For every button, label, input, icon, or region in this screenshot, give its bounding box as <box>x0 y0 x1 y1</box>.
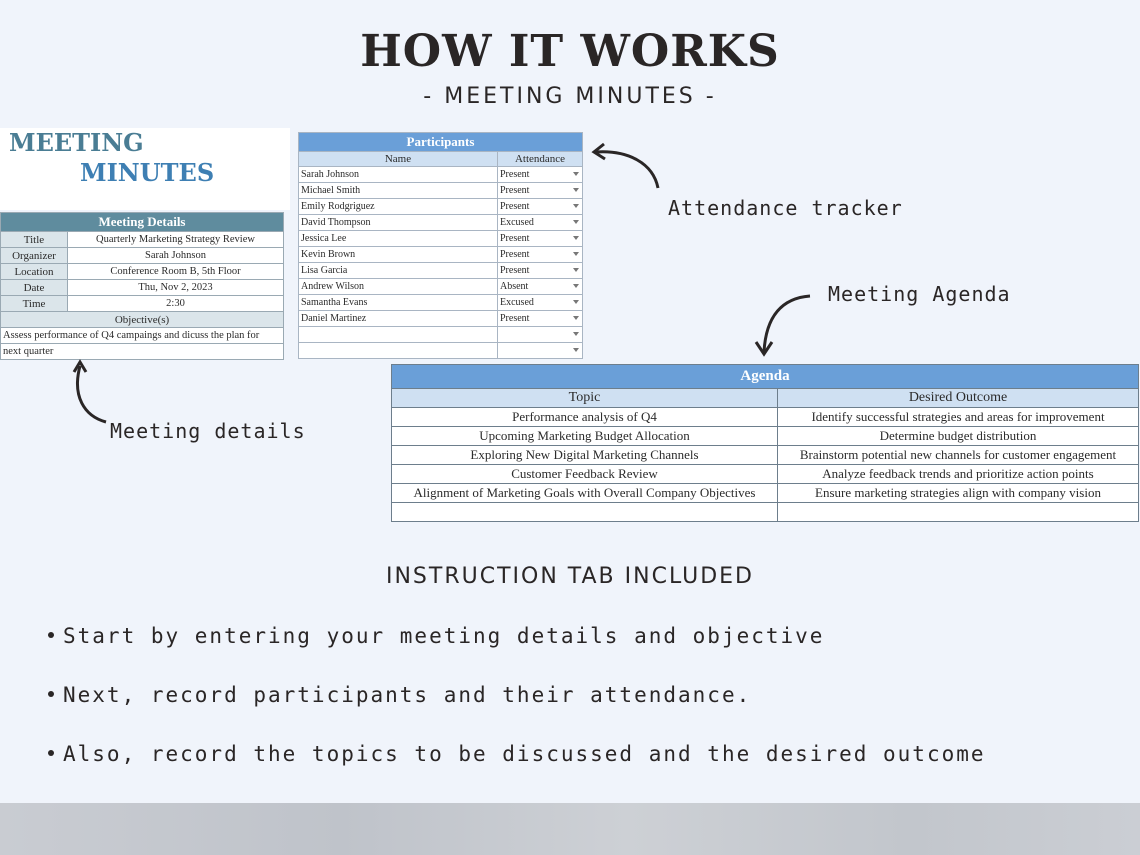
attendance-callout: Attendance tracker <box>668 196 903 220</box>
agenda-topic[interactable]: Customer Feedback Review <box>392 465 778 484</box>
agenda-outcome[interactable]: Determine budget distribution <box>778 427 1139 446</box>
agenda-outcome[interactable]: Ensure marketing strategies align with company vision <box>778 484 1139 503</box>
objective-header: Objective(s) <box>1 312 284 328</box>
instruction-bullet <box>48 742 986 766</box>
participant-row <box>299 327 583 343</box>
dropdown-arrow-icon[interactable] <box>573 300 579 304</box>
bullet-dot-icon <box>48 691 54 697</box>
details-callout: Meeting details <box>110 419 306 443</box>
agenda-row <box>392 484 1139 503</box>
detail-value-title[interactable]: Quarterly Marketing Strategy Review <box>68 232 284 248</box>
participant-name[interactable]: Sarah Johnson <box>299 167 498 183</box>
dropdown-arrow-icon[interactable] <box>573 220 579 224</box>
agenda-outcome[interactable]: Identify successful strategies and areas for improvement <box>778 408 1139 427</box>
agenda-row <box>392 427 1139 446</box>
detail-value-date[interactable]: Thu, Nov 2, 2023 <box>68 280 284 296</box>
participant-row <box>299 215 583 231</box>
agenda-header: Agenda <box>392 365 1139 389</box>
attendance-select[interactable] <box>498 327 583 343</box>
instruction-bullet <box>48 683 751 707</box>
participant-name[interactable]: David Thompson <box>299 215 498 231</box>
attendance-value: Present <box>500 249 530 260</box>
detail-value-time[interactable]: 2:30 <box>68 296 284 312</box>
attendance-select[interactable] <box>498 167 583 183</box>
detail-value-location[interactable]: Conference Room B, 5th Floor <box>68 264 284 280</box>
detail-label: Title <box>1 232 68 248</box>
detail-label: Organizer <box>1 248 68 264</box>
instruction-bullet <box>48 624 824 648</box>
attendance-value: Excused <box>500 217 534 228</box>
attendance-value: Present <box>500 233 530 244</box>
participant-row <box>299 279 583 295</box>
participants-col-name: Name <box>299 152 498 167</box>
dropdown-arrow-icon[interactable] <box>573 332 579 336</box>
attendance-value: Present <box>500 169 530 180</box>
detail-label: Date <box>1 280 68 296</box>
participant-name[interactable]: Samantha Evans <box>299 295 498 311</box>
attendance-select[interactable] <box>498 279 583 295</box>
instruction-text: Also, record the topics to be discussed and the desired outcome <box>63 742 986 766</box>
participant-row <box>299 167 583 183</box>
participant-row <box>299 295 583 311</box>
attendance-value: Excused <box>500 297 534 308</box>
participant-name[interactable] <box>299 327 498 343</box>
dropdown-arrow-icon[interactable] <box>573 284 579 288</box>
attendance-value: Present <box>500 201 530 212</box>
dropdown-arrow-icon[interactable] <box>573 268 579 272</box>
participant-row <box>299 311 583 327</box>
detail-label: Time <box>1 296 68 312</box>
detail-label: Location <box>1 264 68 280</box>
attendance-value: Present <box>500 185 530 196</box>
objective-line[interactable]: Assess performance of Q4 campaings and dicuss the plan for <box>1 328 284 344</box>
agenda-row <box>392 465 1139 484</box>
attendance-select[interactable] <box>498 231 583 247</box>
agenda-col-topic: Topic <box>392 389 778 408</box>
participant-row <box>299 247 583 263</box>
agenda-row <box>392 446 1139 465</box>
agenda-arrow-icon <box>748 290 818 360</box>
attendance-arrow-icon <box>588 138 668 193</box>
participants-table <box>298 132 583 359</box>
dropdown-arrow-icon[interactable] <box>573 204 579 208</box>
agenda-callout: Meeting Agenda <box>828 282 1011 306</box>
agenda-topic[interactable] <box>392 503 778 522</box>
meeting-details-table <box>0 212 284 360</box>
participant-name[interactable]: Jessica Lee <box>299 231 498 247</box>
participant-name[interactable]: Emily Rodgriguez <box>299 199 498 215</box>
logo-line-1: MEETING <box>9 128 144 157</box>
agenda-col-outcome: Desired Outcome <box>778 389 1139 408</box>
page-title: HOW IT WORKS <box>360 26 780 77</box>
attendance-select[interactable] <box>498 311 583 327</box>
footer-band <box>0 803 1140 855</box>
participants-header: Participants <box>299 133 583 152</box>
logo-line-2: MINUTES <box>80 158 215 187</box>
dropdown-arrow-icon[interactable] <box>573 348 579 352</box>
participant-name[interactable]: Daniel Martinez <box>299 311 498 327</box>
bullet-dot-icon <box>48 632 54 638</box>
instruction-text: Next, record participants and their attendance. <box>63 683 752 707</box>
participant-name[interactable]: Kevin Brown <box>299 247 498 263</box>
attendance-value: Present <box>500 313 530 324</box>
agenda-outcome[interactable]: Brainstorm potential new channels for customer engagement <box>778 446 1139 465</box>
attendance-select[interactable] <box>498 183 583 199</box>
meeting-details-header: Meeting Details <box>1 213 284 232</box>
participant-name[interactable]: Michael Smith <box>299 183 498 199</box>
dropdown-arrow-icon[interactable] <box>573 172 579 176</box>
attendance-value: Absent <box>500 281 529 292</box>
page-subtitle: - MEETING MINUTES - <box>423 84 717 109</box>
participant-name[interactable]: Andrew Wilson <box>299 279 498 295</box>
attendance-select[interactable] <box>498 295 583 311</box>
instruction-text: Start by entering your meeting details and objective <box>63 624 825 648</box>
attendance-select[interactable] <box>498 247 583 263</box>
participant-row <box>299 343 583 359</box>
dropdown-arrow-icon[interactable] <box>573 188 579 192</box>
detail-value-organizer[interactable]: Sarah Johnson <box>68 248 284 264</box>
bullet-dot-icon <box>48 750 54 756</box>
participant-row <box>299 199 583 215</box>
agenda-topic[interactable]: Upcoming Marketing Budget Allocation <box>392 427 778 446</box>
agenda-outcome[interactable] <box>778 503 1139 522</box>
dropdown-arrow-icon[interactable] <box>573 316 579 320</box>
agenda-topic[interactable]: Exploring New Digital Marketing Channels <box>392 446 778 465</box>
attendance-select[interactable] <box>498 263 583 279</box>
agenda-topic[interactable]: Alignment of Marketing Goals with Overall Company Objectives <box>392 484 778 503</box>
participants-col-attendance: Attendance <box>498 152 583 167</box>
attendance-value: Present <box>500 265 530 276</box>
objective-line[interactable]: next quarter <box>1 344 284 360</box>
dropdown-arrow-icon[interactable] <box>573 252 579 256</box>
participant-row <box>299 231 583 247</box>
agenda-row <box>392 503 1139 522</box>
details-arrow-icon <box>66 358 116 428</box>
agenda-table <box>391 364 1139 522</box>
attendance-select[interactable] <box>498 343 583 359</box>
agenda-row <box>392 408 1139 427</box>
dropdown-arrow-icon[interactable] <box>573 236 579 240</box>
participant-name[interactable]: Lisa Garcia <box>299 263 498 279</box>
attendance-select[interactable] <box>498 199 583 215</box>
attendance-select[interactable] <box>498 215 583 231</box>
meeting-minutes-logo <box>0 128 290 210</box>
participant-name[interactable] <box>299 343 498 359</box>
agenda-topic[interactable]: Performance analysis of Q4 <box>392 408 778 427</box>
instructions-heading: INSTRUCTION TAB INCLUDED <box>385 564 754 589</box>
participant-row <box>299 183 583 199</box>
participant-row <box>299 263 583 279</box>
agenda-outcome[interactable]: Analyze feedback trends and prioritize action points <box>778 465 1139 484</box>
